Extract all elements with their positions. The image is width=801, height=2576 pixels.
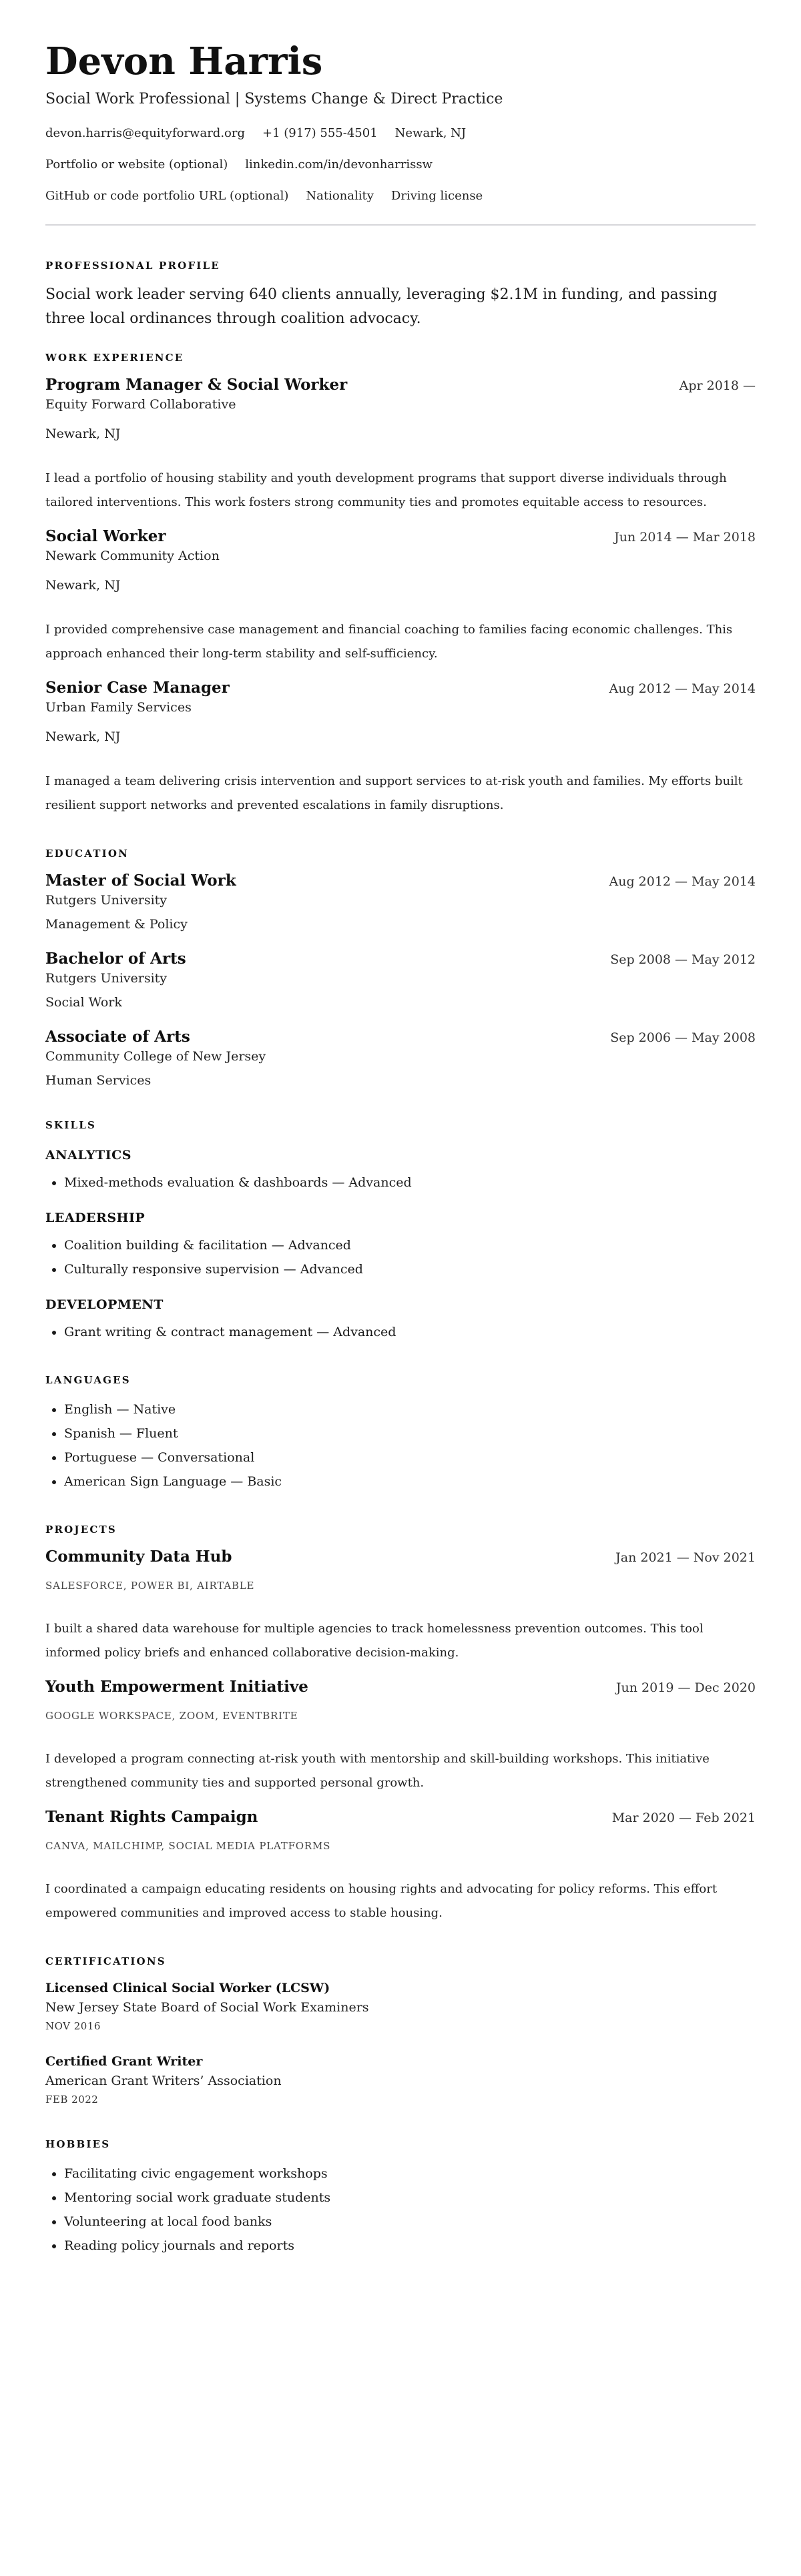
resume-header: [45, 39, 756, 204]
section-title-hobbies: HOBBIES: [45, 2138, 111, 2150]
project-name: Tenant Rights Campaign: [45, 1808, 258, 1826]
contact-row-links: [45, 157, 756, 173]
profile-section: [45, 259, 756, 331]
field-of-study: Management & Policy: [45, 917, 188, 932]
job-organization: Urban Family Services: [45, 700, 192, 715]
skill-category-development: DEVELOPMENT: [45, 1297, 164, 1312]
school-name: Community College of New Jersey: [45, 1049, 266, 1064]
contact-phone[interactable]: +1 (917) 555-4501: [262, 126, 378, 140]
contact-row-extra: [45, 188, 756, 204]
project-name: Community Data Hub: [45, 1548, 232, 1566]
project-tech-stack: GOOGLE WORKSPACE, ZOOM, EVENTBRITE: [45, 1710, 298, 1722]
section-title-experience: WORK EXPERIENCE: [45, 352, 184, 364]
section-title-languages: LANGUAGES: [45, 1374, 131, 1386]
skill-category-leadership: LEADERSHIP: [45, 1211, 146, 1225]
job-title: Senior Case Manager: [45, 679, 230, 697]
school-name: Rutgers University: [45, 893, 168, 908]
section-title-profile: PROFESSIONAL PROFILE: [45, 260, 220, 272]
contact-portfolio[interactable]: Portfolio or website (optional): [45, 157, 228, 172]
project-entry: [45, 1677, 756, 1795]
certification-name: Licensed Clinical Social Worker (LCSW): [45, 1981, 330, 1995]
certification-date: NOV 2016: [45, 2020, 101, 2032]
contact-row-primary: [45, 125, 756, 141]
job-dates: Aug 2012 — May 2014: [609, 681, 756, 696]
contact-linkedin[interactable]: linkedin.com/in/devonharrissw: [245, 157, 433, 172]
certification-entry: [45, 2052, 756, 2108]
contact-location: Newark, NJ: [394, 126, 467, 140]
education-entry: [45, 1027, 756, 1089]
hobby-list: [45, 2162, 756, 2258]
language-list: [45, 1397, 756, 1494]
section-title-certifications: CERTIFICATIONS: [45, 1955, 166, 1967]
hobbies-section: [45, 2138, 756, 2258]
skill-item: • Culturally responsive supervision — Advanced: [64, 1257, 756, 1281]
section-title-skills: SKILLS: [45, 1119, 97, 1131]
hobby-item: • Reading policy journals and reports: [64, 2234, 756, 2258]
hobby-item: • Mentoring social work graduate students: [64, 2186, 756, 2210]
project-description: I developed a program connecting at-risk youth with mentorship and skill-building workshops. This initiative strengthened community ties and supported personal growth.: [45, 1752, 710, 1790]
section-title-projects: PROJECTS: [45, 1524, 117, 1536]
experience-entry: [45, 375, 756, 515]
candidate-name: Devon Harris: [45, 39, 323, 83]
experience-entry: [45, 527, 756, 666]
field-of-study: Human Services: [45, 1073, 152, 1088]
education-entry: [45, 949, 756, 1011]
project-dates: Mar 2020 — Feb 2021: [611, 1811, 756, 1825]
education-dates: Aug 2012 — May 2014: [609, 874, 756, 889]
skill-item: • Grant writing & contract management — Advanced: [64, 1320, 756, 1344]
project-entry: [45, 1547, 756, 1665]
job-title: Social Worker: [45, 527, 166, 545]
certification-issuer: American Grant Writers’ Association: [45, 2073, 282, 2088]
project-dates: Jun 2019 — Dec 2020: [615, 1680, 756, 1695]
contact-driving-license: Driving license: [390, 189, 483, 203]
education-dates: Sep 2008 — May 2012: [610, 952, 756, 967]
job-description: I lead a portfolio of housing stability and youth development programs that support diverse individuals through tailored interventions. This work fosters strong community ties and promotes equitable access to resources.: [45, 471, 727, 509]
certifications-section: [45, 1955, 756, 2108]
education-entry: [45, 871, 756, 933]
projects-section: [45, 1523, 756, 1925]
project-description: I built a shared data warehouse for multiple agencies to track homelessness prevention outcomes. This tool informed policy briefs and enhanced collaborative decision-making.: [45, 1622, 704, 1660]
job-location: Newark, NJ: [45, 426, 121, 441]
job-dates: Apr 2018 —: [679, 378, 756, 393]
education-section: [45, 847, 756, 1089]
hobby-item: • Facilitating civic engagement workshops: [64, 2162, 756, 2186]
project-tech-stack: SALESFORCE, POWER BI, AIRTABLE: [45, 1580, 255, 1592]
job-description: I managed a team delivering crisis intervention and support services to at-risk youth and families. My efforts built resilient support networks and prevented escalations in family disruptions.: [45, 774, 743, 812]
skill-item: • Coalition building & facilitation — Advanced: [64, 1233, 756, 1257]
certification-entry: [45, 1979, 756, 2035]
language-item: • Portuguese — Conversational: [64, 1445, 756, 1470]
project-name: Youth Empowerment Initiative: [45, 1678, 308, 1696]
field-of-study: Social Work: [45, 995, 122, 1010]
experience-entry: [45, 678, 756, 818]
project-dates: Jan 2021 — Nov 2021: [615, 1550, 756, 1565]
section-title-education: EDUCATION: [45, 848, 129, 860]
contact-github[interactable]: GitHub or code portfolio URL (optional): [45, 189, 289, 203]
job-description: I provided comprehensive case management and financial coaching to families facing economic challenges. This approach enhanced their long-term stability and self-sufficiency.: [45, 623, 733, 661]
job-organization: Newark Community Action: [45, 549, 220, 563]
skill-list: [45, 1320, 756, 1344]
job-location: Newark, NJ: [45, 578, 121, 593]
experience-section: [45, 351, 756, 818]
languages-section: [45, 1373, 756, 1494]
certification-name: Certified Grant Writer: [45, 2054, 203, 2069]
skill-list: [45, 1233, 756, 1281]
skills-section: [45, 1118, 756, 1344]
project-entry: [45, 1807, 756, 1925]
education-dates: Sep 2006 — May 2008: [610, 1030, 756, 1045]
job-organization: Equity Forward Collaborative: [45, 397, 236, 412]
project-description: I coordinated a campaign educating residents on housing rights and advocating for policy reforms. This effort empowered communities and improved access to stable housing.: [45, 1882, 718, 1920]
language-item: • Spanish — Fluent: [64, 1421, 756, 1445]
skill-item: • Mixed-methods evaluation & dashboards — Advanced: [64, 1171, 756, 1195]
language-item: • American Sign Language — Basic: [64, 1470, 756, 1494]
candidate-headline: Social Work Professional | Systems Change & Direct Practice: [45, 91, 503, 107]
profile-summary: Social work leader serving 640 clients annually, leveraging $2.1M in funding, and passing three local ordinances through coalition advocacy.: [45, 286, 718, 327]
certification-issuer: New Jersey State Board of Social Work Examiners: [45, 2000, 369, 2015]
certification-date: FEB 2022: [45, 2094, 99, 2106]
job-dates: Jun 2014 — Mar 2018: [614, 530, 756, 545]
project-tech-stack: CANVA, MAILCHIMP, SOCIAL MEDIA PLATFORMS: [45, 1840, 331, 1852]
hobby-item: • Volunteering at local food banks: [64, 2210, 756, 2234]
contact-nationality: Nationality: [306, 189, 374, 203]
school-name: Rutgers University: [45, 971, 168, 986]
job-title: Program Manager & Social Worker: [45, 376, 348, 394]
job-location: Newark, NJ: [45, 729, 121, 744]
degree-name: Master of Social Work: [45, 872, 236, 890]
header-divider: [45, 224, 756, 226]
skill-list: [45, 1171, 756, 1195]
degree-name: Associate of Arts: [45, 1028, 190, 1046]
language-item: • English — Native: [64, 1397, 756, 1421]
skill-category-analytics: ANALYTICS: [45, 1148, 131, 1163]
degree-name: Bachelor of Arts: [45, 950, 186, 968]
contact-email[interactable]: devon.harris@equityforward.org: [45, 126, 246, 140]
